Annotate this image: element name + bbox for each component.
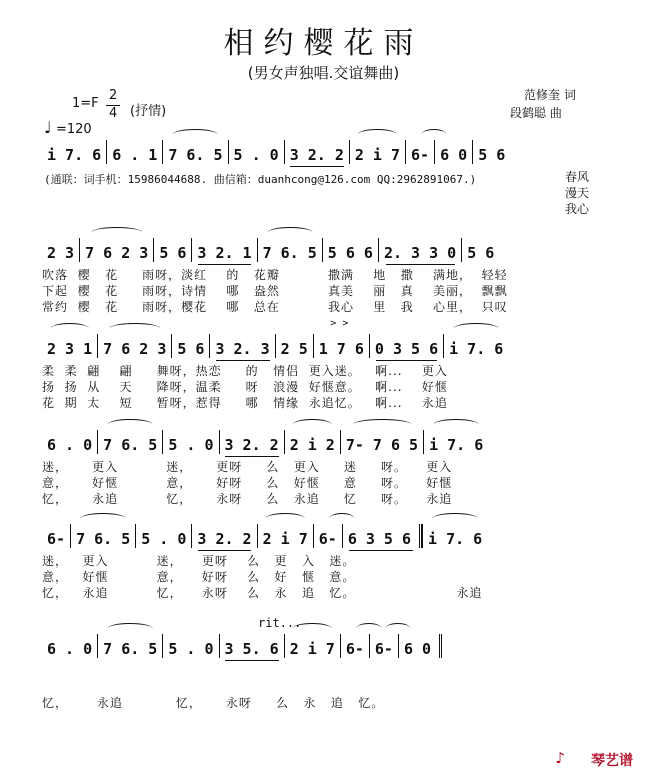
measure-notes: i 7. 6 <box>449 340 504 358</box>
measure: 6 . 0 <box>47 640 93 658</box>
lyric-line: 扬 扬 从 天 降呀，温柔 呀 浪漫 好惬意。 啊... 好惬 <box>42 380 448 394</box>
staff-row-3 <box>42 318 614 358</box>
measure-notes: 7 6 2 3 <box>103 340 167 358</box>
measure <box>369 334 443 358</box>
slur <box>81 513 126 524</box>
lyric-line: 意， 好惬 意， 好呀 么 好惬 意 呀。 好惬 <box>42 476 453 490</box>
measure: 5 . 0 <box>162 430 218 454</box>
lyric-line: 忆， 永追 忆， 永呀 么 永 追 忆。 永追 <box>42 586 483 600</box>
measure-notes: 3 2. 2 <box>197 530 252 548</box>
measure: 6 0 <box>434 140 472 164</box>
measure: 5 6 <box>461 238 499 262</box>
slur <box>108 623 153 634</box>
slur <box>293 419 332 430</box>
measure-notes: i 7. 6 <box>428 530 483 548</box>
site-watermark: 琴艺谱 <box>591 753 633 769</box>
measure-notes: 6- <box>318 530 337 548</box>
measure: 5 6 <box>472 140 510 164</box>
measure <box>191 524 256 548</box>
measure <box>313 318 369 358</box>
measure-notes: i 7. 6 <box>429 436 484 454</box>
tempo-marking: =120 <box>56 122 92 137</box>
staff-row-6 <box>42 634 542 658</box>
contact-info: (通联：词手机：15986044688. 曲信箱：duanhcong@126.com QQ:2962891067.) <box>44 173 477 186</box>
slur <box>266 513 305 524</box>
measure <box>162 140 227 164</box>
measure-notes: 2 i 7 <box>354 146 401 164</box>
measure <box>423 430 488 454</box>
measure <box>443 334 508 358</box>
measure: i 7. 6 <box>47 146 102 164</box>
measure-notes: 7 6 2 3 <box>85 244 149 262</box>
beam-line <box>376 360 438 361</box>
lyric-line: 意， 好惬 意， 好呀 么 好 惬 意。 <box>42 570 356 584</box>
measure <box>191 238 256 262</box>
measure-notes: 7 6. 5 <box>262 244 317 262</box>
beam-line <box>290 166 344 167</box>
measure-notes: 2 i 7 <box>289 640 335 658</box>
measure <box>405 140 434 164</box>
measure <box>369 634 398 658</box>
final-measure: 6 0 <box>398 634 442 658</box>
beam-line <box>386 264 455 265</box>
slur <box>358 129 397 140</box>
measure <box>97 430 162 454</box>
measure <box>422 524 487 548</box>
staff-row-4 <box>42 430 614 454</box>
tie <box>356 623 381 634</box>
lyric-line: 花 期 太 短 暂呀，惹得 哪 情缘 永追忆。 啊... 永追 <box>42 396 448 410</box>
measure <box>79 238 153 262</box>
lyric-line: 迷， 更入 迷， 更呀 么 更入 迷 呀。 更入 <box>42 460 453 474</box>
measure <box>340 634 369 658</box>
slur <box>454 323 499 334</box>
measure-notes: 7- 7 6 5 <box>345 436 419 454</box>
measure-notes: 3 2. 2 <box>224 436 279 454</box>
subtitle: (男女声独唱.交谊舞曲) <box>247 64 400 82</box>
measure-notes: 3 5. 6 <box>224 640 279 658</box>
measure-notes: 6- <box>345 640 364 658</box>
measure: 5 6 <box>171 334 209 358</box>
measure <box>257 238 322 262</box>
measure <box>42 334 97 358</box>
ritardando-marking: rit... <box>258 616 302 630</box>
accent-marks: > > <box>330 318 349 329</box>
beam-line <box>198 550 252 551</box>
measure-notes: 2. 3 3 0 <box>383 244 457 262</box>
mood-marking: (抒情) <box>130 104 167 119</box>
side-word: 春风 <box>565 170 590 184</box>
time-signature-top: 2 <box>109 88 118 103</box>
slur <box>293 623 332 634</box>
slur <box>50 323 89 334</box>
measure-notes: 2 3 1 <box>47 340 93 358</box>
measure: 2 3 <box>47 244 75 262</box>
staff-row-1 <box>42 140 614 164</box>
measure-notes: 6 3 5 6 <box>347 530 412 548</box>
beam-line <box>225 660 279 661</box>
lyric-line: 忆， 永追 忆， 永呀 么 永 追 忆。 <box>42 696 385 710</box>
measure <box>209 334 274 358</box>
measure: 5 6 6 <box>322 238 378 262</box>
slur <box>353 419 411 430</box>
measure-notes: 3 2. 3 <box>215 340 270 358</box>
measure <box>219 430 284 454</box>
slur <box>173 129 218 140</box>
slur <box>433 513 478 524</box>
measure: 5 . 0 <box>162 634 218 658</box>
composer-credit: 段鹤聪 曲 <box>510 106 562 120</box>
measure: 5 6 <box>153 238 191 262</box>
measure: 5 . 0 <box>228 140 284 164</box>
measure <box>70 524 135 548</box>
measure-notes: 0 3 5 6 <box>374 340 439 358</box>
measure: 6 . 0 <box>47 436 93 454</box>
slur <box>108 419 153 430</box>
measure-notes: 6- <box>374 640 393 658</box>
measure-notes: 3 2. 1 <box>197 244 252 262</box>
staff-row-5 <box>42 524 614 548</box>
measure <box>284 634 340 658</box>
measure <box>349 140 405 164</box>
slur <box>267 227 312 238</box>
lyricist-credit: 范修奎 词 <box>524 88 576 102</box>
tie <box>385 623 410 634</box>
measure-notes: 7 6. 5 <box>168 146 223 164</box>
beam-line <box>216 360 270 361</box>
measure-notes: 3 2. 2 <box>289 146 344 164</box>
measure <box>313 524 342 548</box>
side-word: 漫天 <box>565 186 590 200</box>
measure: 6- <box>47 530 66 548</box>
measure <box>378 238 461 262</box>
measure-notes: 2 i 2 <box>289 436 335 454</box>
lyric-line: 吹落 樱 花 雨呀，淡红 的 花瓣 撒满 地 撒 满地， 轻轻 <box>42 268 508 282</box>
measure <box>97 334 171 358</box>
beam-line <box>198 264 252 265</box>
measure <box>257 524 313 548</box>
slur <box>91 227 142 238</box>
lyric-line: 忆， 永追 忆， 永呀 么 永追 忆 呀。 永追 <box>42 492 453 506</box>
measure-notes: 1 7 6 <box>318 340 364 358</box>
lyric-line: 柔 柔 翩 翩 舞呀，热恋 的 情侣 更入迷。 啊... 更入 <box>42 364 448 378</box>
measure-notes: 7 6. 5 <box>76 530 131 548</box>
measure <box>284 140 349 164</box>
lyric-line: 常约 樱 花 雨呀，樱花 哪 总在 我心 里 我 心里， 只叹 <box>42 300 508 314</box>
measure <box>284 430 340 454</box>
lyric-line: 迷， 更入 迷， 更呀 么 更 入 迷。 <box>42 554 356 568</box>
measure <box>97 634 162 658</box>
measure-notes: 7 6. 5 <box>103 436 158 454</box>
page-title: 相约樱花雨 <box>223 26 424 61</box>
quarter-note-icon: ♩ <box>44 118 52 137</box>
tie <box>329 513 354 524</box>
side-word: 我心 <box>565 202 590 216</box>
tie <box>421 129 446 140</box>
logo-icon: ♪ <box>555 749 565 767</box>
staff-row-2 <box>42 238 614 262</box>
measure <box>340 430 423 454</box>
measure: 5 . 0 <box>135 524 191 548</box>
measure-notes: 7 6. 5 <box>103 640 158 658</box>
slur <box>109 323 160 334</box>
measure-notes: 6- <box>411 146 430 164</box>
beam-line <box>225 456 279 457</box>
slur <box>434 419 479 430</box>
beam-line <box>349 550 413 551</box>
lyric-line: 下起 樱 花 雨呀，诗情 哪 盎然 真美 丽 真 美丽， 飘飘 <box>42 284 508 298</box>
measure <box>219 634 284 658</box>
measure-notes: 2 i 7 <box>262 530 308 548</box>
key-signature: 1=F <box>72 96 99 111</box>
time-signature-bottom: 4 <box>109 106 118 121</box>
measure-repeat <box>342 524 422 548</box>
measure: 2 5 <box>275 334 313 358</box>
measure: 6 . 1 <box>106 140 162 164</box>
